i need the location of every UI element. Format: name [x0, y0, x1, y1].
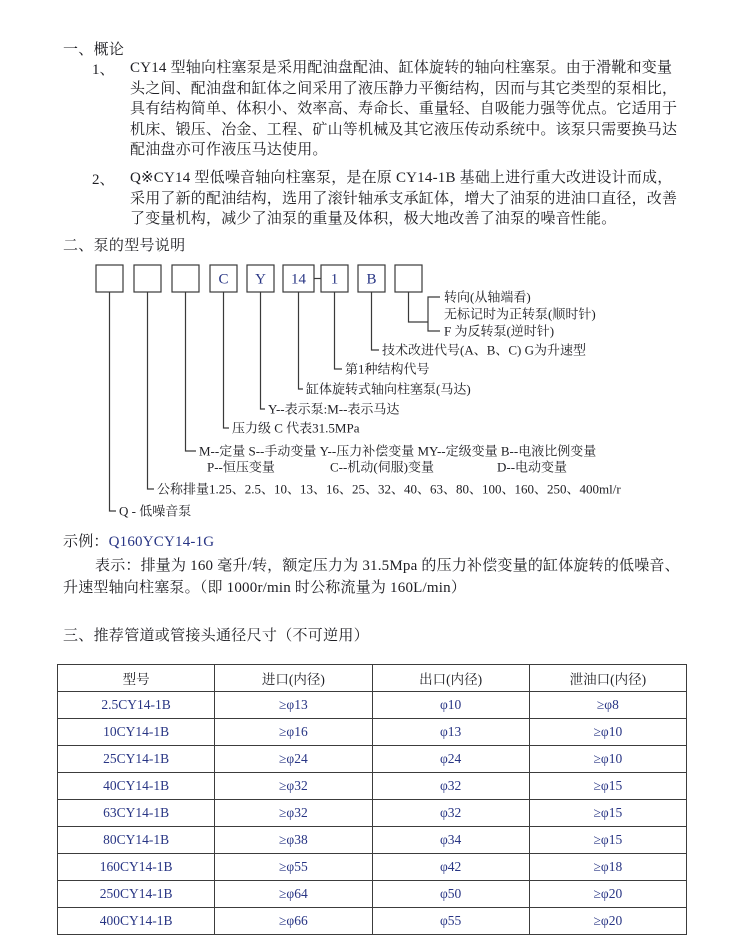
- diameter-cell: ≥φ20: [529, 908, 686, 935]
- label-variants-2a: P--恒压变量: [207, 459, 275, 475]
- model-cell: 40CY14-1B: [58, 773, 215, 800]
- paragraph1-line: 机床、锻压、冶金、工程、矿山等机械及其它液压传动系统中。该泵只需要换马达: [130, 121, 678, 138]
- example-description-line2: 升速型轴向柱塞泵。（即 1000r/min 时公称流量为 160L/min）: [63, 580, 467, 596]
- pipe-table-body: [58, 692, 687, 935]
- diameter-cell: ≥φ8: [529, 692, 686, 719]
- paragraph1-line: 配油盘亦可作液压马达使用。: [130, 142, 328, 158]
- model-cell: 25CY14-1B: [58, 746, 215, 773]
- diameter-cell: ≥φ38: [215, 827, 372, 854]
- table-row: [58, 719, 687, 746]
- diameter-cell: φ42: [372, 854, 529, 881]
- section2-heading: 二、泵的型号说明: [63, 238, 186, 254]
- label-variants-1: M--定量 S--手动变量 Y--压力补偿变量 MY--定级变量 B--电液比例变量: [199, 443, 597, 459]
- code-letter: 14: [291, 271, 306, 288]
- pipe-size-table: [57, 664, 687, 935]
- model-cell: 2.5CY14-1B: [58, 692, 215, 719]
- label-displacement: 公称排量1.25、2.5、10、13、16、25、32、40、63、80、100、160、250、400ml/r: [157, 481, 621, 497]
- model-cell: 10CY14-1B: [58, 719, 215, 746]
- diameter-cell: ≥φ32: [215, 773, 372, 800]
- model-cell: 400CY14-1B: [58, 908, 215, 935]
- paragraph2-line: Q※CY14 型低噪音轴向柱塞泵，是在原 CY14-1B 基础上进行重大改进设计而成，: [130, 170, 673, 186]
- table-row: [58, 746, 687, 773]
- example-line: [63, 532, 214, 553]
- paragraph1-line: 具有结构简单、体积小、效率高、寿命长、重量轻、自吸能力强等优点。它适用于: [130, 101, 678, 117]
- model-cell: 63CY14-1B: [58, 800, 215, 827]
- diameter-cell: ≥φ15: [529, 827, 686, 854]
- diameter-cell: ≥φ10: [529, 746, 686, 773]
- diameter-cell: ≥φ32: [215, 800, 372, 827]
- diameter-cell: ≥φ24: [215, 746, 372, 773]
- table-row: [58, 827, 687, 854]
- diameter-cell: φ10: [372, 692, 529, 719]
- label-quiet: Q - 低噪音泵: [119, 503, 192, 519]
- diameter-cell: ≥φ16: [215, 719, 372, 746]
- paragraph2: [130, 168, 677, 230]
- connector-pressure: [224, 292, 230, 428]
- connector-variants: [186, 292, 197, 451]
- diameter-cell: ≥φ66: [215, 908, 372, 935]
- model-cell: 160CY14-1B: [58, 854, 215, 881]
- connector-quiet: [110, 292, 117, 511]
- paragraph2-line: 采用了新的配油结构，选用了滚针轴承支承缸体，增大了油泵的进油口直径，改善: [130, 190, 678, 207]
- label-rotation-3: F 为反转泵(逆时针): [444, 323, 555, 339]
- header-model: 型号: [58, 665, 215, 692]
- diameter-cell: ≥φ55: [215, 854, 372, 881]
- code-box: [96, 265, 123, 292]
- table-row: [58, 854, 687, 881]
- table-row: [58, 773, 687, 800]
- code-letter: Y: [255, 271, 266, 288]
- header-drain: 泄油口(内径): [529, 665, 686, 692]
- label-tech: 技术改进代号(A、B、C) G为升速型: [382, 342, 587, 358]
- connector-tech: [372, 292, 380, 350]
- section1-heading: 一、概论: [63, 42, 125, 58]
- header-outlet: 出口(内径): [372, 665, 529, 692]
- label-pump-motor: Y--表示泵:M--表示马达: [268, 401, 400, 417]
- diameter-cell: φ24: [372, 746, 529, 773]
- label-rotation-2: 无标记时为正转泵(顺时针): [444, 306, 596, 322]
- section3-heading: 三、推荐管道或管接头通径尺寸（不可逆用）: [63, 628, 370, 644]
- diameter-cell: ≥φ64: [215, 881, 372, 908]
- diameter-cell: φ50: [372, 881, 529, 908]
- header-inlet: 进口(内径): [215, 665, 372, 692]
- connector-cylinder: [299, 292, 304, 389]
- label-cylinder: 缸体旋转式轴向柱塞泵(马达): [306, 381, 471, 397]
- diameter-cell: ≥φ13: [215, 692, 372, 719]
- example-model: Q160YCY14-1G: [108, 534, 215, 550]
- connector-structure: [335, 292, 343, 369]
- diameter-cell: ≥φ10: [529, 719, 686, 746]
- model-code-diagram: [40, 258, 700, 524]
- model-cell: 80CY14-1B: [58, 827, 215, 854]
- code-box: [395, 265, 422, 292]
- code-box: [134, 265, 161, 292]
- paragraph1: [130, 58, 677, 161]
- diameter-cell: φ13: [372, 719, 529, 746]
- example-label: 示例：: [63, 534, 109, 550]
- diameter-cell: φ32: [372, 773, 529, 800]
- paragraph1-line: 头之间、配油盘和缸体之间采用了液压静力平衡结构，因而与其它类型的泵相比，: [130, 80, 678, 97]
- table-header-row: [58, 665, 687, 692]
- code-letter: C: [218, 271, 229, 288]
- table-row: [58, 908, 687, 935]
- label-rotation-1: 转向(从轴端看): [444, 289, 531, 305]
- diameter-cell: φ34: [372, 827, 529, 854]
- diameter-cell: ≥φ15: [529, 773, 686, 800]
- label-variants-2b: C--机动(伺服)变量: [330, 459, 434, 475]
- table-row: [58, 800, 687, 827]
- connector-pumpmotor: [261, 292, 266, 409]
- example-description-line1: 表示：排量为 160 毫升/转，额定压力为 31.5Mpa 的压力补偿变量的缸体旋转的低噪音、: [95, 558, 680, 574]
- model-cell: 250CY14-1B: [58, 881, 215, 908]
- diameter-cell: ≥φ20: [529, 881, 686, 908]
- label-pressure: 压力级 C 代表31.5MPa: [232, 420, 360, 436]
- diameter-cell: ≥φ15: [529, 800, 686, 827]
- diameter-cell: ≥φ18: [529, 854, 686, 881]
- paragraph1-line: CY14 型轴向柱塞泵是采用配油盘配油、缸体旋转的轴向柱塞泵。由于滑靴和变量: [130, 60, 673, 76]
- paragraph2-marker: 2、: [92, 172, 115, 188]
- pipe-table-wrap: [57, 664, 687, 935]
- table-row: [58, 692, 687, 719]
- diameter-cell: φ55: [372, 908, 529, 935]
- connector-rotation: [409, 292, 441, 331]
- code-box: [172, 265, 199, 292]
- table-row: [58, 881, 687, 908]
- connector-displacement: [148, 292, 155, 489]
- paragraph2-line: 了变量机构，减少了油泵的重量及体积，极大地改善了油泵的噪音性能。: [130, 211, 617, 227]
- diameter-cell: φ32: [372, 800, 529, 827]
- label-structure: 第1种结构代号: [345, 361, 430, 377]
- code-letter: B: [366, 271, 377, 288]
- code-letter: 1: [330, 271, 339, 288]
- label-variants-2c: D--电动变量: [497, 459, 568, 475]
- paragraph1-marker: 1、: [92, 62, 115, 78]
